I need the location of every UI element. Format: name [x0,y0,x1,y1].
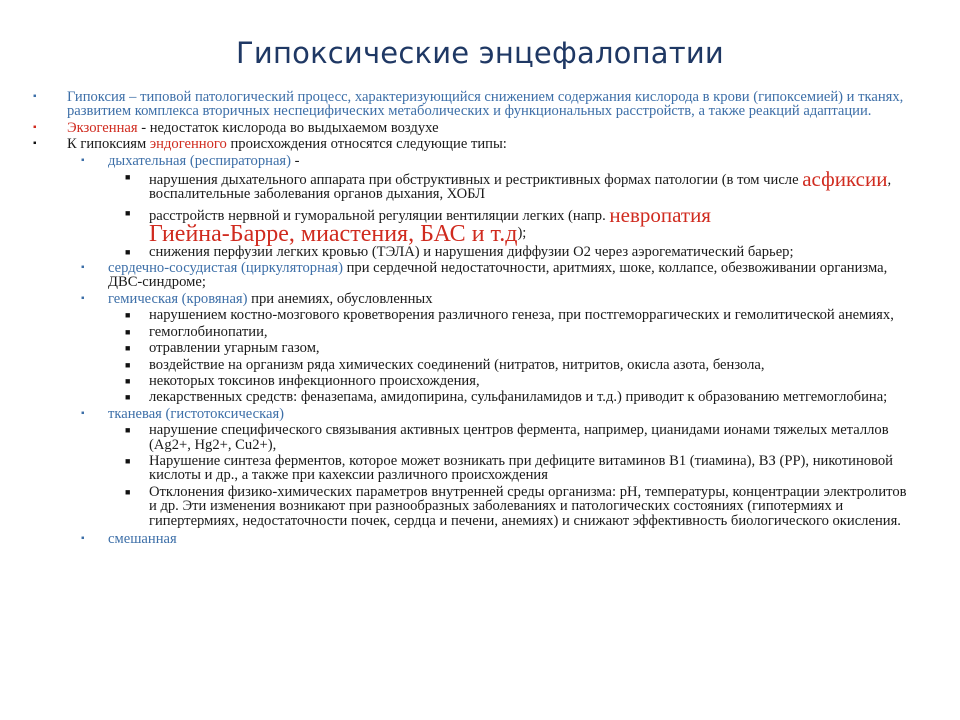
square-bullet-icon: ■ [125,246,131,257]
hemic-type [33,292,913,306]
square-bullet-icon: ■ [125,455,131,466]
cardio-text: при сердечной недостаточности, аритмиях, шоке, коллапсе, обезвоживании организма, ДВС-синдроме; [108,260,888,291]
resp-item-3 [33,245,913,259]
mixed-label: смешанная [108,530,177,547]
hemic-item [33,358,913,372]
square-bullet-icon: ■ [125,172,131,183]
tissue-item [33,454,913,483]
resp-item-2-highlight: невропатия [609,202,711,227]
red-square-bullet-icon: ▪ [33,121,37,133]
tissue-item [33,485,913,528]
resp-item-1-text-c: , воспалительные заболевания органов дыхания, ХОБЛ [149,172,892,203]
tissue-item-text: нарушение специфического связывания активных центров фермента, например, цианидами ионами тяжелых металлов (Ag2+, Hg2+, Cu2+), [149,422,889,453]
resp-item-3-text: снижения перфузии легких кровью (ТЭЛА) и нарушения диффузии О2 через аэрогематический барьер; [149,243,794,260]
square-bullet-icon: ▪ [81,532,85,544]
intro-item [33,90,913,119]
resp-item-2-highlight-2: Гиейна-Барре, миастения, БАС и т.д [149,221,518,248]
intro-text: Гипоксия – типовой патологический процесс, характеризующийся снижением содержания кислорода в крови (гипоксемией) и тканях, развитием комплекса вторичных неспецифических метаболических и функциональных расстройств, а также реакций адаптации. [67,89,904,120]
hemic-item-text: нарушением костно-мозгового кроветворения различного генеза, при постгеморрагических и гемолитической анемиях, [149,307,894,324]
hemic-item [33,341,913,355]
hemic-text: при анемиях, обусловленных [247,290,433,307]
resp-item-1-text-a: нарушения дыхательного аппарата при обструктивных и рестриктивных формах патологии (в том числе [149,172,803,189]
resp-item-2-text-a: расстройств нервной и гуморальной регуляции вентиляции легких (напр. [149,207,610,224]
hemic-item-text: некоторых токсинов инфекционного происхождения, [149,372,480,389]
square-bullet-icon: ▪ [81,262,85,274]
square-bullet-icon: ▪ [33,138,37,150]
square-bullet-icon: ■ [125,310,131,321]
hemic-item-text: отравлении угарным газом, [149,340,320,357]
hemic-item-text: гемоглобинопатии, [149,323,268,340]
slide-content [33,90,913,546]
tissue-label: тканевая (гистотоксическая) [108,405,285,422]
resp-item-1 [33,167,913,203]
square-bullet-icon: ■ [125,326,131,337]
resp-item-2 [33,202,913,248]
cardio-label: сердечно-сосудистая (циркуляторная) [108,260,343,277]
resp-label: дыхательная (респираторная) [108,152,292,169]
exo-item [33,121,913,135]
square-bullet-icon: ■ [125,375,131,386]
slide-title: Гипоксические энцефалопатии [236,36,724,70]
resp-item-1-highlight: асфиксии [802,167,888,192]
square-bullet-icon: ■ [125,486,131,497]
hemic-item-text: лекарственных средств: феназепама, амидопирина, сульфаниламидов и т.д.) приводит к образованию метгемоглобина; [149,389,888,406]
mixed-type [33,532,913,546]
square-bullet-icon: ▪ [81,292,85,304]
tissue-type [33,407,913,421]
hemic-item [33,390,913,404]
tissue-item-text: Отклонения физико-химических параметров внутренней среды организма: pH, температуры, концентрации электролитов и др. Эти изменения возникают при разнообразных заболеваниях и патологических состояниях (гипотермиях и гипертермиях, недостаточности почек, сердца и печени, анемиях) и снижают эффективность биологического окисления. [149,483,907,529]
square-bullet-icon: ■ [125,392,131,403]
square-bullet-icon: ■ [125,359,131,370]
endo-term: эндогенного [149,136,227,153]
exo-term: Экзогенная [67,119,138,136]
exo-text: - недостаток кислорода во выдыхаемом воздухе [137,119,439,136]
endo-post: происхождения относятся следующие типы: [226,136,507,153]
tissue-item [33,423,913,452]
square-bullet-icon: ▪ [81,154,85,166]
square-bullet-icon: ■ [125,207,131,218]
resp-item-2-text-d: ); [517,225,527,242]
square-bullet-icon: ■ [125,425,131,436]
endo-pre: К гипоксиям [67,136,150,153]
tissue-item-text: Нарушение синтеза ферментов, которое может возникать при дефиците витаминов В1 (тиамина), ВЗ (РР), никотиновой кислоты и др., а также при кахексии различного происхождения [149,452,893,484]
square-bullet-icon: ▪ [33,91,37,102]
hemic-item [33,374,913,388]
cardio-type [33,261,913,290]
hemic-item [33,308,913,322]
resp-type [33,154,913,168]
endo-item [33,137,913,151]
hemic-item-text: воздействие на организм ряда химических соединений (нитратов, нитритов, окисла азота, бензола, [149,356,765,373]
hemic-label: гемическая (кровяная) [108,290,248,307]
square-bullet-icon: ▪ [81,407,85,419]
resp-label-tail: - [291,152,300,169]
hemic-item [33,325,913,339]
square-bullet-icon: ■ [125,343,131,354]
